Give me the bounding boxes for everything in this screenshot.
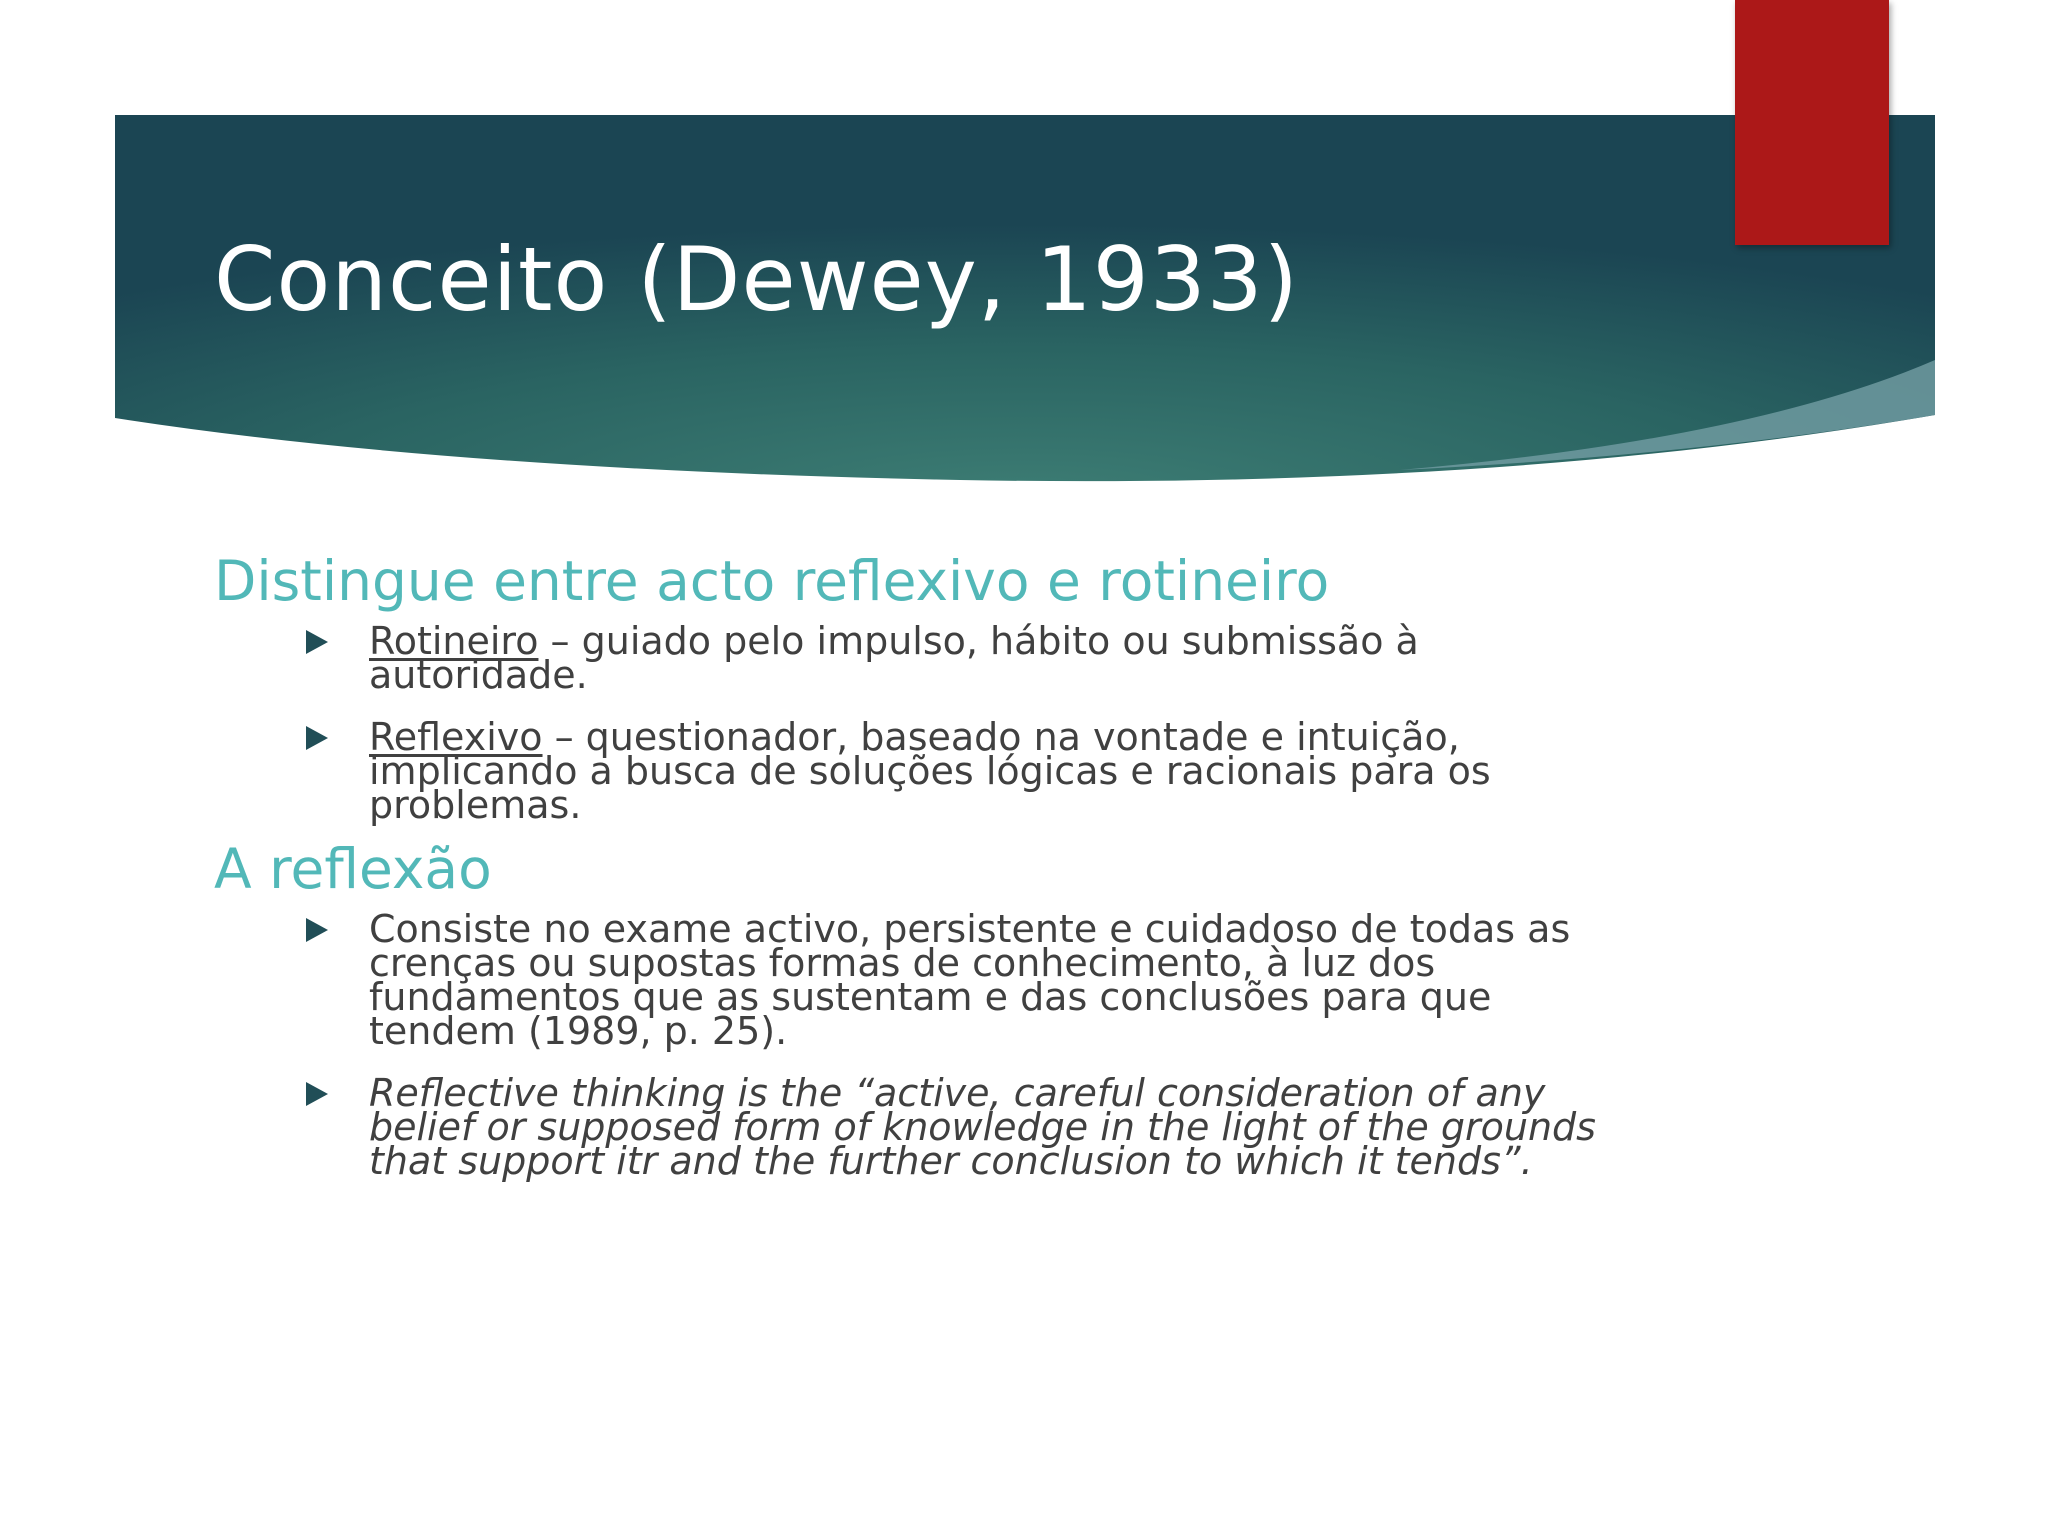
bullet-arrow-icon	[306, 726, 328, 750]
bullet-reflective-thinking	[214, 1071, 1634, 1183]
bullet-text-reflexivo: – questionador, baseado na vontade e intuição, implicando a busca de soluções lógicas e racionais para os problemas.	[369, 715, 1491, 827]
bullet-consiste	[214, 907, 1634, 1053]
bullet-reflexivo	[214, 715, 1634, 827]
term-rotineiro: Rotineiro	[369, 619, 539, 663]
bullet-arrow-icon	[306, 1082, 328, 1106]
bullet-text-rotineiro: – guiado pelo impulso, hábito ou submissão à autoridade.	[369, 619, 1419, 697]
bullet-text-reflective-thinking: Reflective thinking is the “active, careful consideration of any belief or supposed form of knowledge in the light of the grounds that support itr and the further conclusion to which it tends”.	[369, 1071, 1596, 1183]
section-heading-distingue: Distingue entre acto reflexivo e rotineiro	[214, 549, 1330, 613]
slide-content	[214, 548, 1634, 1183]
term-reflexivo: Reflexivo	[369, 715, 543, 759]
slide-title: Conceito (Dewey, 1933)	[214, 228, 1300, 331]
bullet-rotineiro	[214, 619, 1634, 697]
bullet-list-distingue	[214, 619, 1634, 827]
red-accent-tab	[1735, 0, 1889, 245]
bullet-arrow-icon	[306, 630, 328, 654]
section-heading-reflexao: A reflexão	[214, 837, 492, 901]
bullet-text-consiste: Consiste no exame activo, persistente e cuidadoso de todas as crenças ou supostas formas de conhecimento, à luz dos fundamentos que as sustentam e das conclusões para que tendem (1989, p. 25).	[369, 907, 1571, 1053]
bullet-arrow-icon	[306, 918, 328, 942]
bullet-list-reflexao	[214, 907, 1634, 1183]
